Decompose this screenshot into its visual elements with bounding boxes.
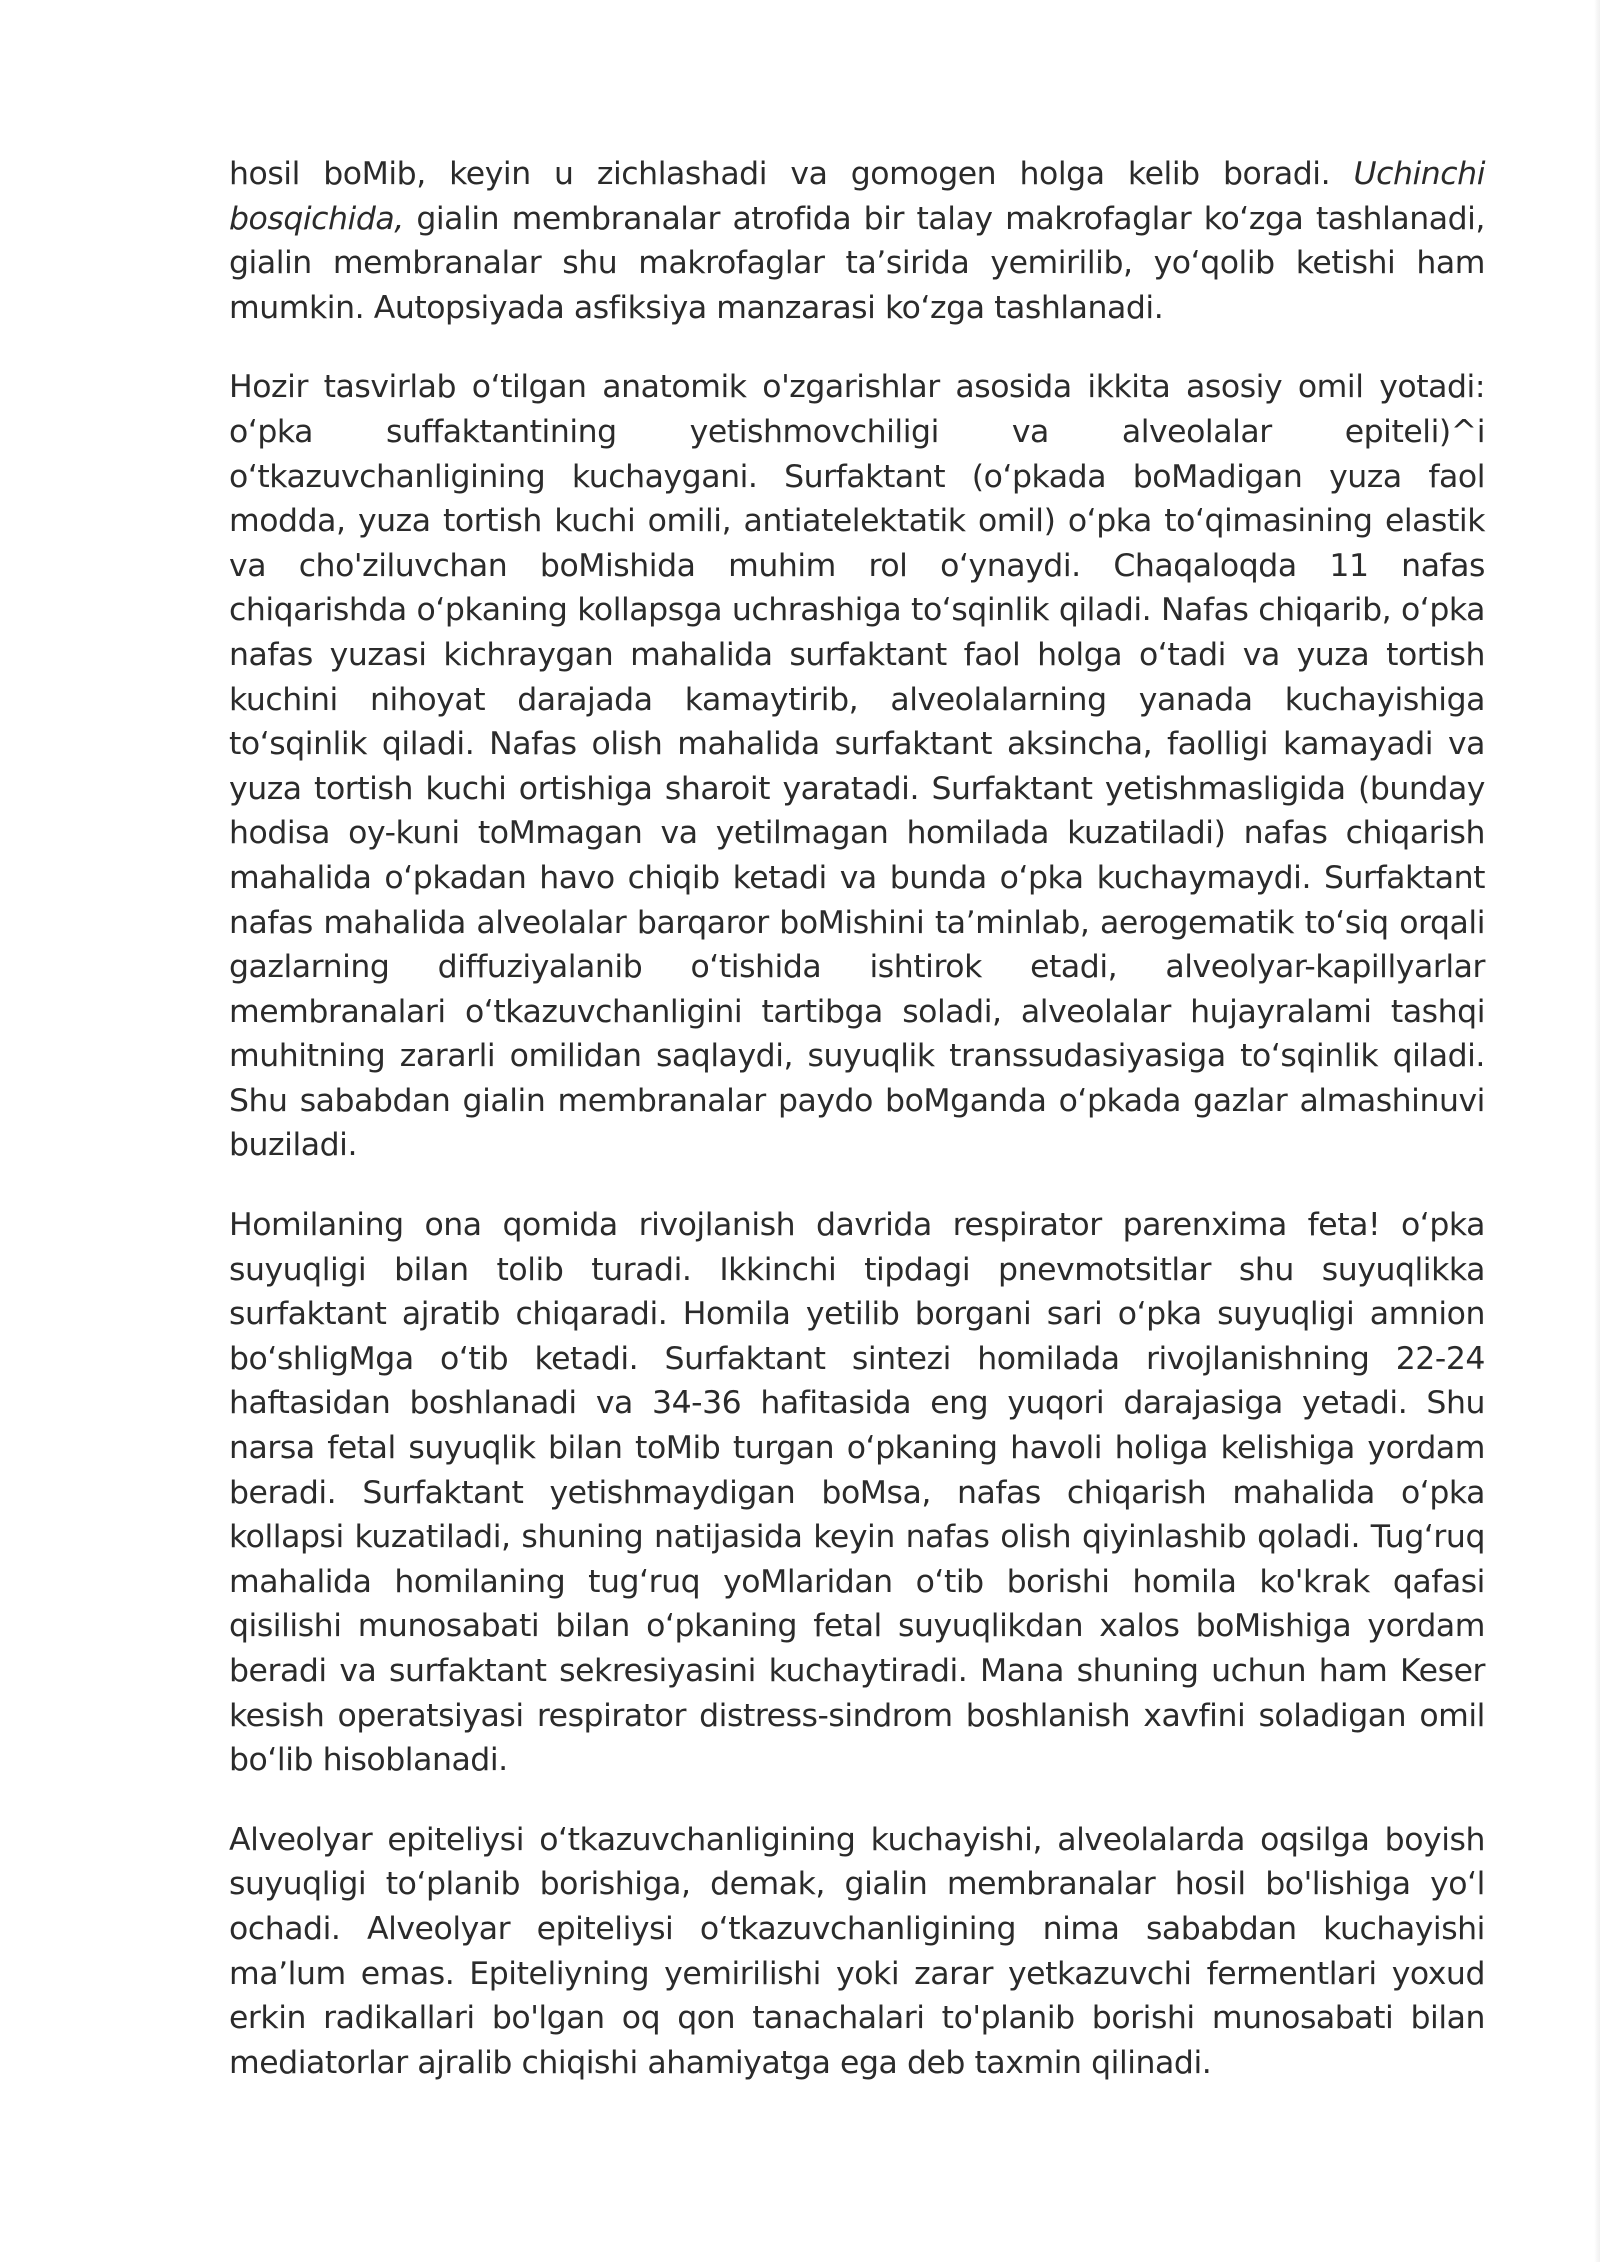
paragraph-text: Hozir tasvirlab oʻtilgan anatomik o'zgarishlar asosida ikkita asosiy omil yotadi: oʻpka suffaktantining yetishmovchiligi va alveolalar epiteli)^i oʻtkazuvchanligining kuchaygani. Surfaktant (oʻpkada boMadigan yuza faol modda, yuza tortish kuchi omili, antiatelektatik omil) oʻpka toʻqimasining elastik va cho'ziluvchan boMishida muhim rol oʻynaydi. Chaqaloqda 11 nafas chiqarishda oʻpkaning kollapsga uchrashiga toʻsqinlik qiladi. Nafas chiqarib, oʻpka nafas yuzasi kichraygan mahalida surfaktant faol holga oʻtadi va yuza tortish kuchini nihoyat darajada kamaytirib, alveolalarning yanada kuchayishiga toʻsqinlik qiladi. Nafas olish mahalida surfaktant aksincha, faolligi kamayadi va yuza tortish kuchi ortishiga sharoit yaratadi. Surfaktant yetishmasligida (bunday hodisa oy-kuni toMmagan va yetilmagan homilada kuzatiladi) nafas chiqarish mahalida oʻpkadan havo chiqib ketadi va bunda oʻpka kuchaymaydi. Surfaktant nafas mahalida alveolalar barqaror boMishini taʼminlab, aerogematik toʻsiq orqali gazlarning diffuziyalanib oʻtishida ishtirok etadi, alveolyar-kapillyarlar membranalari oʻtkazuvchanligini tartibga soladi, alveolalar hujayralami tashqi muhitning zararli omilidan saqlaydi, suyuqlik transsudasiyasiga toʻsqinlik qiladi. Shu sababdan gialin membranalar paydo boMganda oʻpkada gazlar almashinuvi buziladi. — [229, 369, 1485, 1164]
paragraph-text: Homilaning ona qomida rivojlanish davrida respirator parenxima feta! oʻpka suyuqligi bilan tolib turadi. Ikkinchi tipdagi pnevmotsitlar shu suyuqlikka surfaktant ajratib chiqaradi. Homila yetilib borgani sari oʻpka suyuqligi amnion boʻshligMga oʻtib ketadi. Surfaktant sintezi homilada rivojlanishning 22-24 haftasidan boshlanadi va 34-36 hafitasida eng yuqori darajasiga yetadi. Shu narsa fetal suyuqlik bilan toMib turgan oʻpkaning havoli holiga kelishiga yordam beradi. Surfaktant yetishmaydigan boMsa, nafas chiqarish mahalida oʻpka kollapsi kuzatiladi, shuning natijasida keyin nafas olish qiyinlashib qoladi. Tugʻruq mahalida homilaning tugʻruq yoMlaridan oʻtib borishi homila ko'krak qafasi qisilishi munosabati bilan oʻpkaning fetal suyuqlikdan xalos boMishiga yordam beradi va surfaktant sekresiyasini kuchaytiradi. Mana shuning uchun ham Keser kesish operatsiyasi respirator distress-sindrom boshlanish xavfini soladigan omil boʻlib hisoblanadi. — [229, 1207, 1485, 1779]
paragraph-1 — [229, 152, 1485, 330]
page-edge-shadow — [1594, 0, 1600, 2262]
paragraph-4 — [229, 1818, 1485, 2086]
paragraph-text: gialin membranalar atrofida bir talay makrofaglar koʻzga tashlanadi, gialin membranalar shu makrofaglar taʼsirida yemirilib, yoʻqolib ketishi ham mumkin. Autopsiyada asfiksiya manzarasi koʻzga tashlanadi. — [229, 200, 1485, 326]
document-body — [229, 152, 1485, 2120]
paragraph-3 — [229, 1203, 1485, 1783]
paragraph-italic-text: Uchinchi bosqichida, — [229, 156, 1485, 237]
paragraph-2 — [229, 365, 1485, 1168]
paragraph-text: Alveolyar epiteliysi oʻtkazuvchanligining kuchayishi, alveolalarda oqsilga boyish suyuqligi toʻplanib borishiga, demak, gialin membranalar hosil bo'lishiga yoʻl ochadi. Alveolyar epiteliysi oʻtkazuvchanligining nima sababdan kuchayishi maʼlum emas. Epiteliyning yemirilishi yoki zarar yetkazuvchi fermentlari yoxud erkin radikallari bo'lgan oq qon tanachalari to'planib borishi munosabati bilan mediatorlar ajralib chiqishi ahamiyatga ega deb taxmin qilinadi. — [229, 1821, 1485, 2081]
paragraph-text: hosil boMib, keyin u zichlashadi va gomogen holga kelib boradi. — [229, 156, 1354, 192]
